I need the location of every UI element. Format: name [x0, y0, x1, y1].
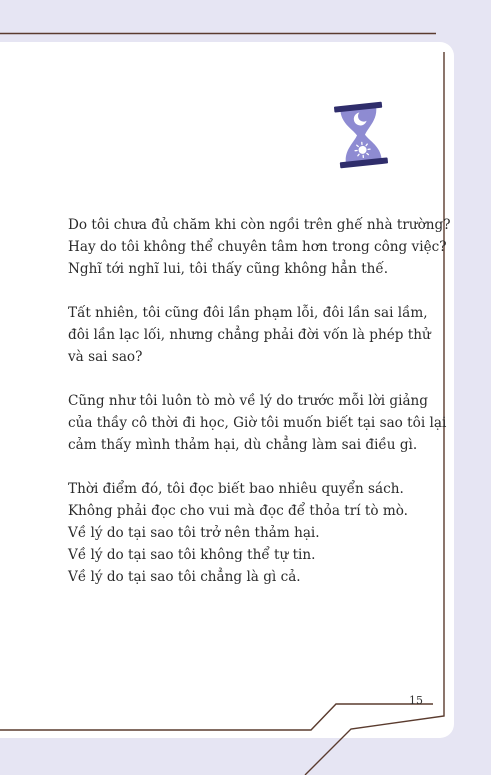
- text-line: Về lý do tại sao tôi trở nên thảm hại.: [68, 525, 320, 541]
- paragraph-4: [68, 478, 440, 588]
- text-line: Nghĩ tới nghĩ lui, tôi thấy cũng không hẳn thế.: [68, 261, 389, 277]
- hourglass-icon: [333, 100, 389, 170]
- text-line: Về lý do tại sao tôi không thể tự tin.: [68, 547, 316, 563]
- paragraph-2: [68, 302, 440, 368]
- text-line: Cũng như tôi luôn tò mò về lý do trước mỗi lời giảng: [68, 393, 429, 409]
- text-line: đôi lần lạc lối, nhưng chẳng phải đời vốn là phép thử: [68, 327, 431, 343]
- paragraph-1: [68, 214, 451, 280]
- text-line: của thầy cô thời đi học, Giờ tôi muốn biết tại sao tôi lại: [68, 415, 447, 431]
- body-text: [68, 214, 451, 610]
- text-line: cảm thấy mình thảm hại, dù chẳng làm sai điều gì.: [68, 437, 418, 453]
- text-line: Thời điểm đó, tôi đọc biết bao nhiêu quyển sách.: [68, 481, 404, 497]
- text-line: Hay do tôi không thể chuyên tâm hơn trong công việc?: [68, 239, 447, 255]
- paragraph-3: [68, 390, 447, 456]
- text-line: Về lý do tại sao tôi chẳng là gì cả.: [68, 569, 301, 585]
- text-line: và sai sao?: [68, 349, 143, 365]
- page-number: 15: [409, 694, 423, 707]
- text-line: Tất nhiên, tôi cũng đôi lần phạm lỗi, đôi lần sai lầm,: [68, 305, 428, 321]
- text-line: Do tôi chưa đủ chăm khi còn ngồi trên ghế nhà trường?: [68, 217, 451, 233]
- text-line: Không phải đọc cho vui mà đọc để thỏa trí tò mò.: [68, 503, 409, 519]
